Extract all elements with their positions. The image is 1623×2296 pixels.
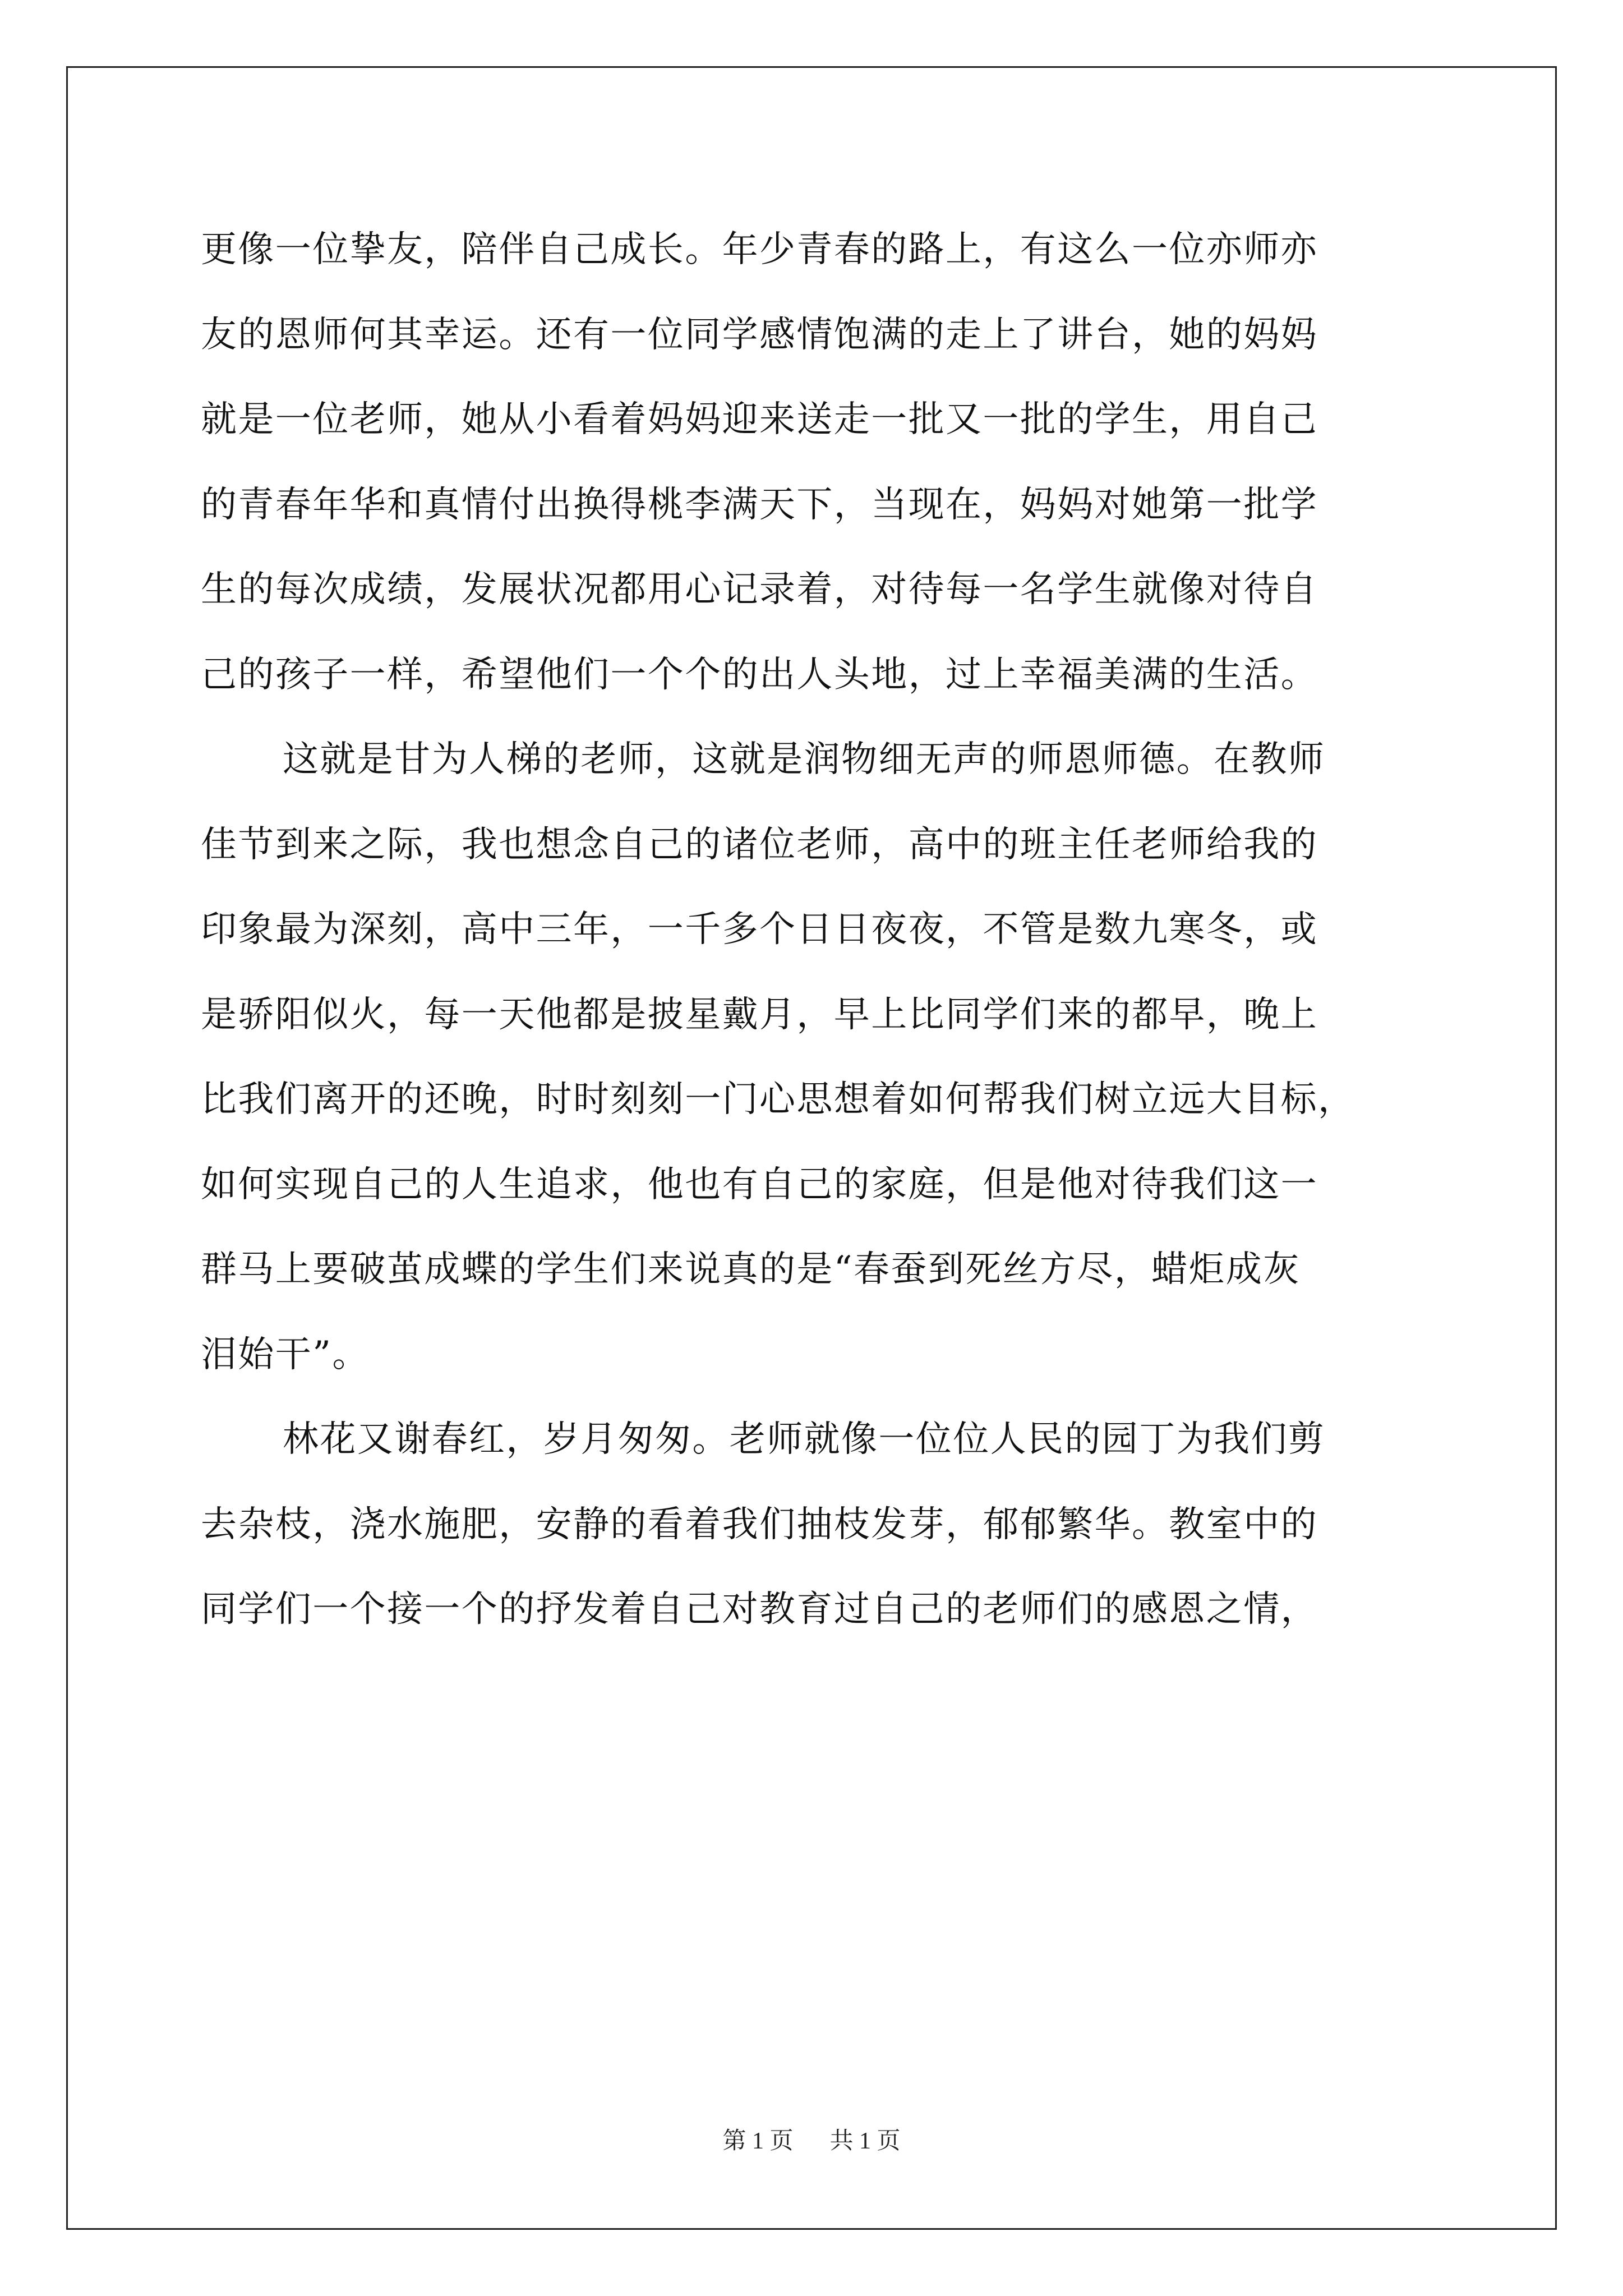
text-line: 同学们一个接一个的抒发着自己对教育过自己的老师们的感恩之情， [201,1589,1318,1630]
paragraph-start-line: 林花又谢春红，岁月匆匆。老师就像一位位人民的园丁为我们剪 [283,1419,1326,1460]
text-line: 己的孩子一样，希望他们一个个的出人头地，过上幸福美满的生活。 [201,654,1318,696]
text-line: 友的恩师何其幸运。还有一位同学感情饱满的走上了讲台，她的妈妈 [201,314,1318,356]
page-footer [0,2127,1623,2155]
text-line: 生的每次成绩，发展状况都用心记录着，对待每一名学生就像对待自 [201,569,1318,610]
text-line: 是骄阳似火，每一天他都是披星戴月，早上比同学们来的都早，晚上 [201,993,1318,1036]
text-line: 比我们离开的还晚，时时刻刻一门心思想着如何帮我们树立远大目标， [201,1079,1355,1120]
text-line: 更像一位挚友，陪伴自己成长。年少青春的路上，有这么一位亦师亦 [201,229,1318,270]
text-line: 群马上要破茧成蝶的学生们来说真的是“春蚕到死丝方尽，蜡炬成灰 [201,1249,1301,1290]
text-line: 如何实现自己的人生追求，他也有自己的家庭，但是他对待我们这一 [201,1163,1318,1205]
page-number: 第 1 页 [722,2128,794,2154]
text-line: 泪始干”。 [201,1333,370,1375]
page-total: 共 1 页 [829,2128,901,2154]
text-line: 的青春年华和真情付出换得桃李满天下，当现在，妈妈对她第一批学 [201,484,1318,526]
text-line: 去杂枝，浇水施肥，安静的看着我们抽枝发芽，郁郁繁华。教室中的 [201,1503,1318,1545]
document-body [201,208,1426,1653]
paragraph-start-line: 这就是甘为人梯的老师，这就是润物细无声的师恩师德。在教师 [283,739,1326,780]
text-line: 印象最为深刻，高中三年，一千多个日日夜夜，不管是数九寒冬，或 [201,909,1318,950]
text-line: 佳节到来之际，我也想念自己的诸位老师，高中的班主任老师给我的 [201,823,1318,866]
text-line: 就是一位老师，她从小看着妈妈迎来送走一批又一批的学生，用自己 [201,399,1318,440]
